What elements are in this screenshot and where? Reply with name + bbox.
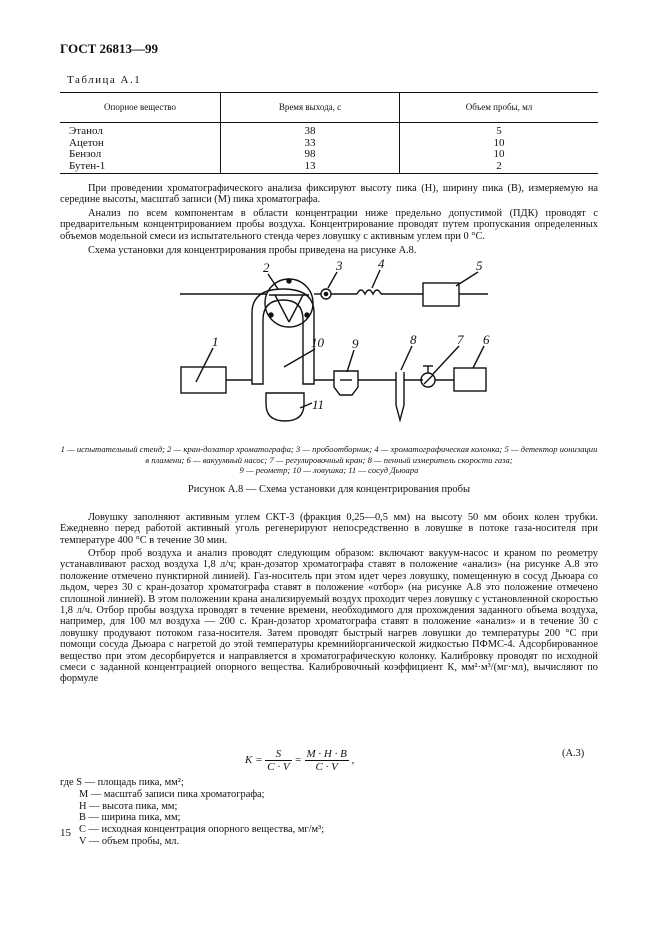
chromatograph-column-coil (357, 290, 381, 294)
paragraph-sampling-procedure: Отбор проб воздуха и анализ проводят следующим образом: включают вакуум-насос и краном по реометру устанавливают расход воздуха 1,8 л/ч; кран-дозатор хроматографа ставят в положение «анализ» (на рисунке А.8 это положение отмечено пунктирной линией). Газ-носитель при этом идет через ловушку, помещенную в сосуд Дьюара со льдом, через 30 с кран-дозатор хроматографа ставят в положение «отбор» (на рисунке А.8 это положение отмечено сплошной линией). В этом положении крана анализируемый воздух проходит через ловушку с установленной скоростью 1,8 л/ч. Отбор пробы воздуха проводят в течение времени, необходимого для прохождения заданного объема воздуха, например, для 100 мл воздуха — 200 с. Кран-дозатор хроматографа ставят в положение «анализ» и в течение 30 с ловушку продувают потоком газа-носителя. Затем проводят быстрый нагрев ловушки до температуры 200 °С при помощи сосуда Дьюара с нагретой до этой температуры кремнийорганической жидкостью ПФМС-4. Адсорбированное вещество при этом десорбируется и направляется в хроматографическую колонку. Калибровку проводят по исходной смеси с заданной концентрацией опорного вещества. Калибровочный коэффициент К, мм²·м³/(мг·мл), вычисляют по формуле (60, 548, 598, 685)
figure-legend (60, 444, 598, 476)
table-cell: 13 (221, 161, 400, 174)
diagram-label: 11 (312, 397, 325, 412)
formula-lhs: K = (245, 754, 263, 767)
diagram-label: 4 (378, 256, 385, 271)
definition-item: где S — площадь пика, мм²; (60, 777, 184, 788)
paragraph-trap-preparation: Ловушку заполняют активным углем СКТ-3 (фракция 0,25—0,5 мм) на высоту 50 мм обоих колен трубки. Ежедневно перед работой активный уголь регенерируют непосредственно в ловушке в потоке газа-носителя при температуре 400 °С в течение 30 мин. (60, 512, 598, 546)
table-cell: Бутен-1 (60, 161, 221, 174)
formula-denominator: C · V (267, 761, 290, 773)
diagram-label: 6 (483, 332, 490, 347)
table-cell: 10 (400, 149, 599, 161)
paragraph-measurement: При проведении хроматографического анализа фиксируют высоту пика (Н), ширину пика (В), измеряемую на середине высоты, масштаб записи (М) пика хроматографа. (60, 183, 598, 206)
table-cell: 10 (400, 138, 599, 150)
diagram-label: 5 (476, 258, 483, 273)
definition-item: V — объем пробы, мл. (79, 835, 180, 847)
table-cell: 5 (400, 123, 599, 138)
column-header-sample-volume: Объем пробы, мл (400, 93, 599, 123)
formula-definitions (60, 777, 324, 848)
formula-equals: = (294, 754, 302, 767)
flame-ionization-detector (423, 283, 459, 306)
page-number: 15 (60, 827, 71, 839)
diagram-label: 8 (410, 332, 417, 347)
diagram-label: 9 (352, 336, 359, 351)
table-cell: Ацетон (69, 136, 104, 149)
diagram-label: 2 (263, 260, 270, 275)
definition-item: H — высота пика, мм; (79, 800, 178, 812)
column-header-exit-time: Время выхода, с (221, 93, 400, 123)
table-cell: Этанол (69, 125, 103, 137)
calibration-formula (245, 748, 354, 773)
definition-item: C — исходная концентрация опорного вещества, мг/м³; (79, 824, 325, 836)
formula-fraction (265, 748, 291, 773)
trap-left-leg (252, 313, 263, 384)
definition-item: B — ширина пика, мм; (79, 812, 181, 824)
formula-fraction (305, 748, 349, 773)
formula-numerator: S (265, 748, 291, 761)
paragraph-scheme-reference: Схема установки для концентрирования пробы приведена на рисунке А.8. (88, 245, 417, 256)
table-cell: 38 (221, 123, 400, 138)
diagram-label: 7 (457, 332, 464, 347)
definition-item: M — масштаб записи пика хроматографа; (79, 788, 265, 800)
document-header: ГОСТ 26813—99 (60, 41, 159, 56)
table-caption: Таблица А.1 (67, 74, 142, 86)
table-cell: 98 (221, 149, 400, 161)
dosing-valve-symbol (265, 279, 313, 327)
formula-number: (А.3) (562, 748, 585, 759)
table-cell: 33 (221, 138, 400, 150)
figure-legend-line: 1 — испытательный стенд; 2 — кран-дозатор хроматографа; 3 — пробоотборник; 4 — хроматографическая колонка; 5 — детектор ионизации в пламени; 6 — вакуумный насос; 7 — регулировочный кран; 8 — пенный измеритель скорости газа; (60, 444, 598, 465)
formula-denominator: C · V (315, 761, 338, 773)
diagram-label: 1 (212, 334, 219, 349)
column-header-substance: Опорное вещество (60, 93, 221, 123)
formula-numerator: M · H · B (306, 748, 347, 760)
diagram-label: 10 (311, 335, 324, 350)
foam-flow-meter (396, 372, 404, 420)
rheometer (334, 371, 358, 395)
dewar-vessel (266, 393, 304, 421)
figure-legend-line: 9 — реометр; 10 — ловушка; 11 — сосуд Дьюара (239, 465, 419, 476)
vacuum-pump (454, 368, 486, 391)
figure-caption: Рисунок А.8 — Схема установки для концентрирования пробы (187, 484, 471, 495)
formula-tail: , (351, 754, 355, 767)
test-stand (181, 367, 226, 393)
table-cell: 2 (400, 161, 599, 174)
diagram-label: 3 (336, 258, 343, 273)
table-cell: Бензол (69, 148, 102, 161)
paragraph-concentration: Анализ по всем компонентам в области концентрации ниже предельно допустимой (ПДК) проводят с предварительным концентрированием пробы воздуха. Концентрирование проводят путем пропускания определенных объемов модельной смеси из испытательного стенда через ловушку с активным углем при 0 °С. (60, 208, 598, 242)
